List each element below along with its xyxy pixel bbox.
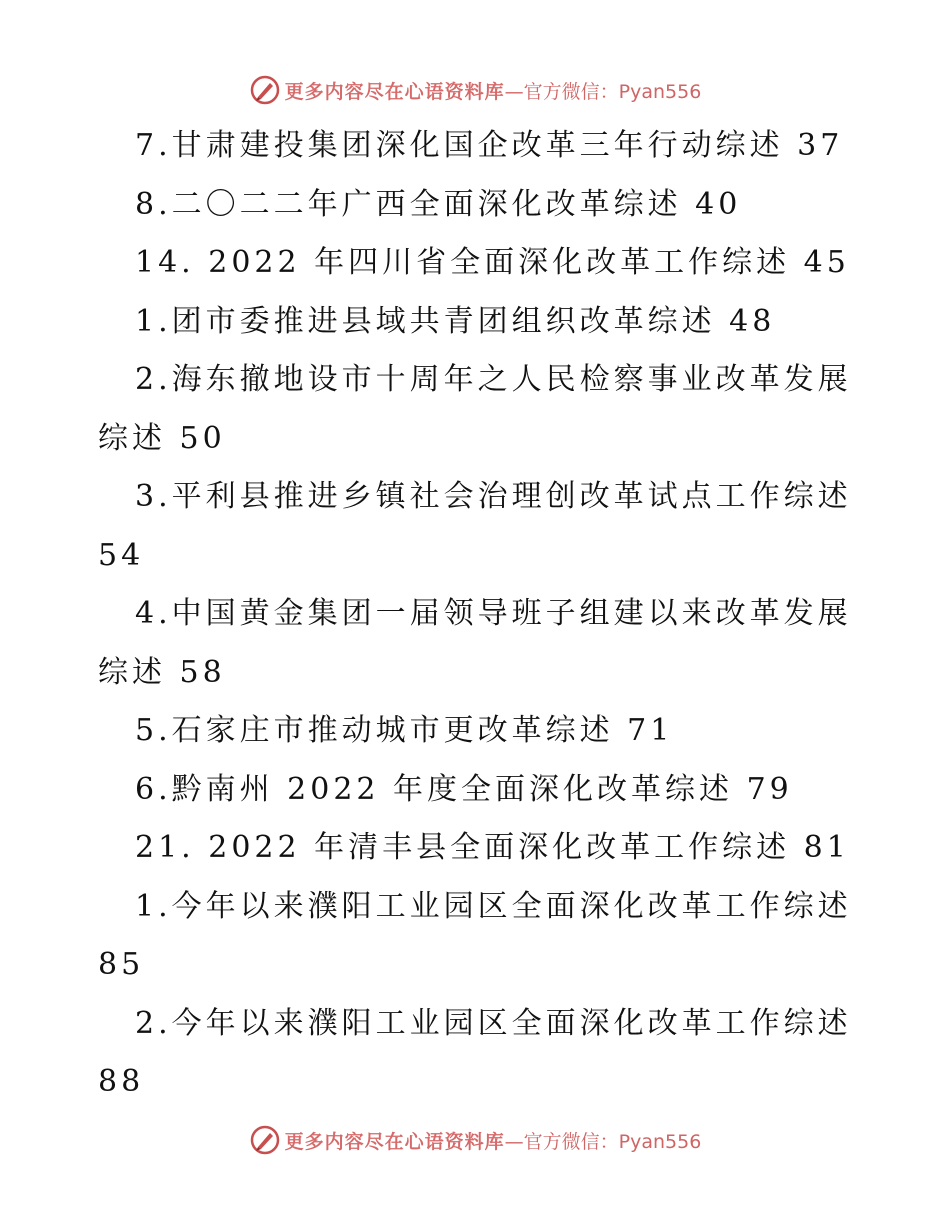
watermark-text bbox=[285, 1127, 702, 1154]
watermark-main-text: 更多内容尽在心语资料库 bbox=[284, 80, 505, 103]
toc-item: 2.今年以来濮阳工业园区全面深化改革工作综述 88 bbox=[98, 1005, 852, 1099]
toc-item: 5.石家庄市推动城市更改革综述 71 bbox=[135, 713, 674, 748]
toc-item: 14. 2022 年四川省全面深化改革工作综述 45 bbox=[135, 245, 850, 280]
watermark-wechat-text: —官方微信：Pyan556 bbox=[504, 80, 702, 103]
toc-item: 2.海东撤地设市十周年之人民检察事业改革发展综述 50 bbox=[98, 362, 852, 456]
header-watermark-banner bbox=[0, 70, 950, 110]
table-of-contents bbox=[98, 117, 858, 1112]
footer-watermark-banner bbox=[0, 1120, 950, 1160]
watermark-main-text: 更多内容尽在心语资料库 bbox=[284, 1130, 505, 1153]
toc-item: 1.今年以来濮阳工业园区全面深化改革工作综述 85 bbox=[98, 888, 852, 982]
toc-item: 3.平利县推进乡镇社会治理创改革试点工作综述 54 bbox=[98, 479, 852, 573]
watermark-text bbox=[285, 77, 702, 104]
toc-item: 21. 2022 年清丰县全面深化改革工作综述 81 bbox=[135, 830, 850, 865]
toc-item: 6.黔南州 2022 年度全面深化改革综述 79 bbox=[135, 771, 793, 807]
toc-item: 8.二〇二二年广西全面深化改革综述 40 bbox=[135, 186, 742, 222]
pen-logo-icon bbox=[249, 74, 281, 106]
toc-item: 1.团市委推进县域共青团组织改革综述 48 bbox=[135, 303, 776, 339]
toc-item: 7.甘肃建投集团深化国企改革三年行动综述 37 bbox=[135, 128, 844, 163]
watermark-wechat-text: —官方微信：Pyan556 bbox=[504, 1130, 702, 1153]
toc-item: 4.中国黄金集团一届领导班子组建以来改革发展综述 58 bbox=[98, 596, 852, 690]
pen-logo-icon bbox=[249, 1124, 281, 1156]
